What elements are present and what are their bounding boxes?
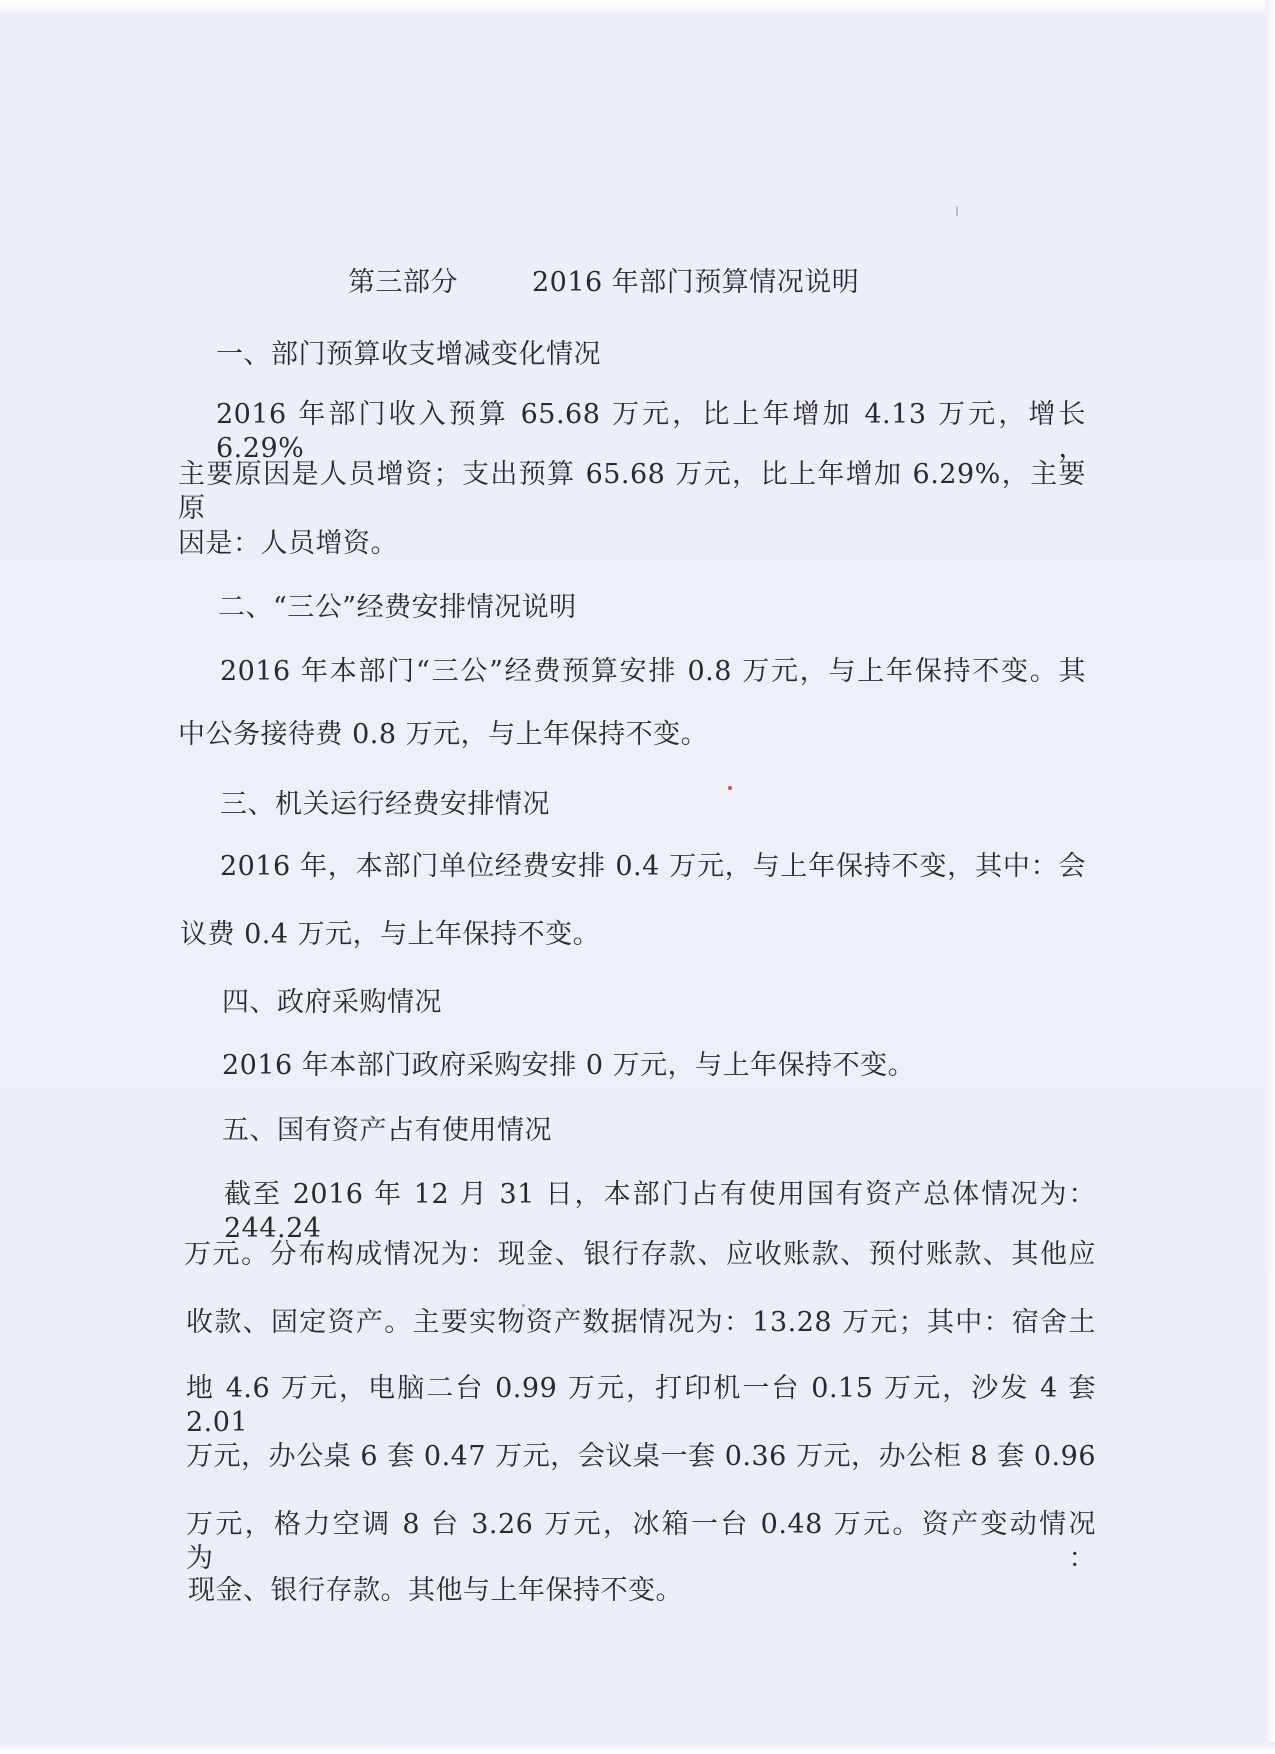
scan-speck [956, 206, 958, 216]
section-heading-three-public: 二、“三公”经费安排情况说明 [218, 592, 577, 623]
paragraph-line: 2016 年部门收入预算 65.68 万元，比上年增加 4.13 万元，增长 6.29%， [216, 399, 1086, 464]
title-part: 第三部分 [348, 267, 458, 298]
paragraph-line: 2016 年本部门政府采购安排 0 万元，与上年保持不变。 [222, 1050, 916, 1081]
scan-speck [728, 786, 732, 790]
paragraph-line: 现金、银行存款。其他与上年保持不变。 [188, 1575, 683, 1606]
paragraph-line: 万元，格力空调 8 台 3.26 万元，冰箱一台 0.48 万元。资产变动情况为： [186, 1509, 1096, 1574]
paragraph-line: 中公务接待费 0.8 万元，与上年保持不变。 [178, 719, 709, 750]
page-top-edge [0, 0, 1275, 14]
paragraph-line: 万元，办公桌 6 套 0.47 万元，会议桌一套 0.36 万元，办公柜 8 套 0.96 [186, 1441, 1096, 1472]
section-heading-procurement: 四、政府采购情况 [222, 987, 442, 1018]
section-heading-operating-funds: 三、机关运行经费安排情况 [220, 789, 550, 820]
paragraph-line: 主要原因是人员增资；支出预算 65.68 万元，比上年增加 6.29%，主要原 [178, 459, 1086, 524]
page-bottom-edge [0, 1742, 1275, 1754]
paragraph-line: 2016 年，本部门单位经费安排 0.4 万元，与上年保持不变，其中：会 [220, 851, 1086, 882]
paragraph-line: 2016 年本部门“三公”经费预算安排 0.8 万元，与上年保持不变。其 [220, 656, 1086, 687]
section-heading-state-assets: 五、国有资产占有使用情况 [222, 1115, 552, 1146]
title-text: 2016 年部门预算情况说明 [532, 267, 860, 298]
paragraph-line: 截至 2016 年 12 月 31 日，本部门占有使用国有资产总体情况为：244.24 [224, 1179, 1096, 1244]
page-title [348, 266, 859, 300]
paragraph-line: 万元。分布构成情况为：现金、银行存款、应收账款、预付账款、其他应 [184, 1239, 1096, 1270]
paragraph-line: 地 4.6 万元，电脑二台 0.99 万元，打印机一台 0.15 万元，沙发 4 套 2.01 [186, 1373, 1096, 1438]
paragraph-line: 议费 0.4 万元，与上年保持不变。 [180, 919, 601, 950]
paragraph-line: 收款、固定资产。主要实物资产数据情况为：13.28 万元；其中：宿舍土 [186, 1307, 1096, 1338]
paragraph-line: 因是：人员增资。 [178, 528, 398, 559]
section-heading-budget-change: 一、部门预算收支增减变化情况 [216, 339, 601, 370]
page-right-edge [1265, 0, 1275, 1754]
